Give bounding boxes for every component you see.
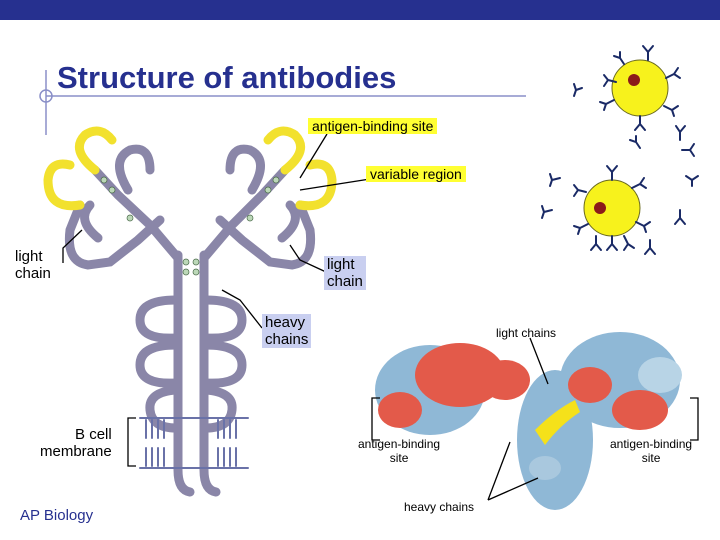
b-cells-illustration (542, 46, 698, 254)
variable-region-left-light (48, 164, 80, 206)
label-antigen-binding-site-model-left: antigen-binding site (358, 437, 441, 465)
label-light-chain-right: light chain (324, 256, 366, 290)
label-antigen-binding-site: antigen-binding site (308, 118, 437, 134)
bracket-membrane (128, 418, 136, 466)
bracket-antigen-right (690, 398, 698, 440)
heavy-chain-right-stem (204, 255, 216, 492)
label-heavy-chains-model: heavy chains (404, 500, 475, 514)
label-light-chains-model: light chains (496, 326, 557, 340)
page-title: Structure of antibodies (57, 60, 397, 95)
label-variable-region: variable region (366, 166, 466, 182)
label-heavy-chains: heavy chains (262, 314, 311, 348)
label-b-cell-membrane: B cell membrane (40, 426, 112, 460)
variable-region-left-heavy (79, 131, 112, 170)
variable-region-right-heavy (268, 131, 301, 170)
heavy-chain-left-stem (178, 255, 190, 492)
label-antigen-binding-site-model-right: antigen-binding site (610, 437, 693, 465)
footer-course-label: AP Biology (20, 507, 94, 524)
molecular-model (375, 332, 682, 510)
label-light-chain-left: light chain (15, 248, 51, 282)
